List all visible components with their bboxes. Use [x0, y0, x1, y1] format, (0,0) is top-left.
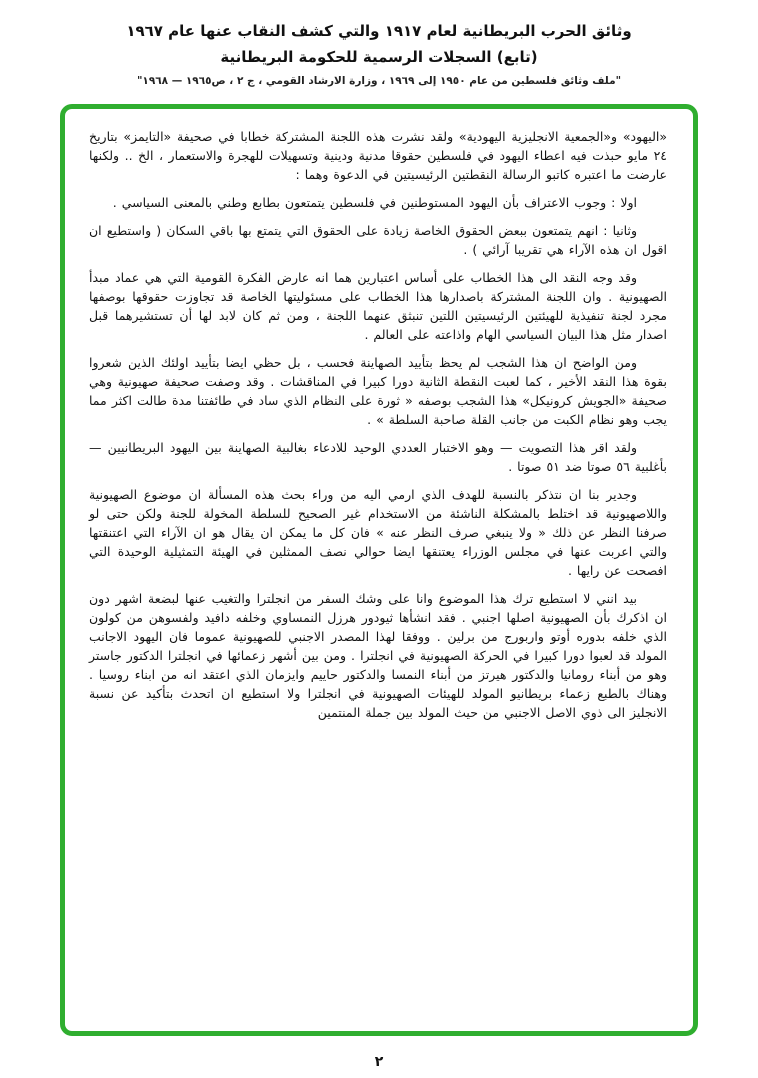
paragraph: وقد وجه النقد الى هذا الخطاب على أساس اعتبارين هما انه عارض الفكرة القومية التي هي عماد مبدأ الصهيونية . وان اللجنة المشتركة باصدارها هذا الخطاب على مسئوليتها الخاصة قد تجاوزت حقوقها بوصفها مجرد لجنة تنفيذية للهيئتين الرئيسيتين اللتين تنبثق عنهما اللجنة ، ومن ثم كان لابد لها أن تستشيرهما قبل اصدار مثل هذا البيان السياسي الهام واذاعته على العالم . — [89, 270, 667, 343]
paragraph: ومن الواضح ان هذا الشجب لم يحظ بتأييد الصهاينة فحسب ، بل حظي ايضا بتأييد اولئك الذين شعروا بقوة هذا النقد الأخير ، كما لعبت النقطة الثانية دورا كبيرا في المناقشات . وقد وصفت صحيفة صهيونية وهي صحيفة «الجويش كرونيكل» هذا الشجب بوصفه « ثورة على النظام الذي ساد في طائفتنا مدة طالت اكثر مما يجب وهو نظام الكبت من جانب القلة صاحبة السلطة » . — [89, 355, 667, 428]
paragraph: ولقد اقر هذا التصويت — وهو الاختبار العددي الوحيد للادعاء بغالبية الصهاينة بين اليهود البريطانيين — بأغلبية ٥٦ صوتا ضد ٥١ صوتا . — [89, 440, 667, 475]
page-number: ٢ — [374, 1054, 384, 1070]
paragraph: اولا : وجوب الاعتراف بأن اليهود المستوطنين في فلسطين يتمتعون بطابع وطني بالمعنى السياسي . — [112, 195, 637, 211]
document-source-line: "ملف وثائق فلسطين من عام ١٩٥٠ إلى ١٩٦٩ ، وزارة الارشاد القومي ، ج ٢ ، ص١٩٦٥ — ١٩٦٨" — [136, 74, 622, 87]
paragraph: بيد انني لا استطيع ترك هذا الموضوع وانا على وشك السفر من انجلترا والتغيب عنها لبضعة اشهر دون ان اذكرك بأن الصهيونية اصلها اجنبي . فقد انشأها ثيودور هرزل النمساوي وخلفه دافيد ولفسوهن من كولون الذي خلفه بدوره أوتو واربورج من برلين . ووفقا لهذا المصدر الاجنبي للصهيونية عموما فان اليهود الاجانب المولد قد لعبوا دورا كبيرا في الحركة الصهيونية في انجلترا . ومن بين أشهر زعمائها في انجلترا الدكتور جاستر وهو من أبناء رومانيا والدكتور هيرتز من أبناء النمسا والدكتور حاييم وايزمان الذي اعتقد انه من ابناء روسيا . وهناك بالطبع زعماء بريطانيو المولد للهيئات الصهيونية في انجلترا ولا استطيع ان اتحدث بتأكيد عن نسبة الانجليز الى ذوي الاصل الاجنبي من حيث المولد بين جملة المنتمين — [89, 591, 667, 721]
document-title: وثائق الحرب البريطانية لعام ١٩١٧ والتي كشف النقاب عنها عام ١٩٦٧ — [126, 22, 632, 40]
page-footer — [0, 1051, 758, 1070]
body-text — [89, 127, 667, 722]
paragraph: «اليهود» و«الجمعية الانجليزية اليهودية» ولقد نشرت هذه اللجنة المشتركة خطابا في صحيفة «التايمز» بتاريخ ٢٤ مايو حبذت فيه اعطاء اليهود في فلسطين حقوقا مدنية ودينية وتسهيلات للهجرة والاستعمار ، الخ .. ولكنها عارضت ما اعتبره كاتبو الرسالة النقطتين الرئيسيتين في الدعوة وهما : — [89, 129, 667, 183]
paragraph: وثانيا : انهم يتمتعون ببعض الحقوق الخاصة زيادة على الحقوق التي يتمتع بها باقي السكان ( واستطيع ان اقول ان هذه الآراء هي تقريبا آرائي ) . — [89, 223, 667, 258]
paragraph: وجدير بنا ان نتذكر بالنسبة للهدف الذي ارمي اليه من وراء بحث هذه المسألة ان موضوع الصهيونية واللاصهيونية قد اختلط بالمشكلة الناشئة من الاستخدام غير الصحيح للسلطة المخولة للجنة ولكن حتى لو صرفنا النظر عن ذلك « ولا ينبغي صرف النظر عنه » فان كل ما يمكن ان يقال هو ان الآراء التي اعتنقتها والتي اعربت عنها في مجلس الوزراء يعتنقها ايضا حوالي نصف الممثلين في الهيئة التمثيلية الوحيدة التي افصحت عن رايها . — [89, 487, 667, 579]
document-header — [0, 0, 758, 90]
document-subtitle: (تابع) السجلات الرسمية للحكومة البريطانية — [220, 48, 538, 66]
green-framed-text-box — [60, 104, 698, 1036]
